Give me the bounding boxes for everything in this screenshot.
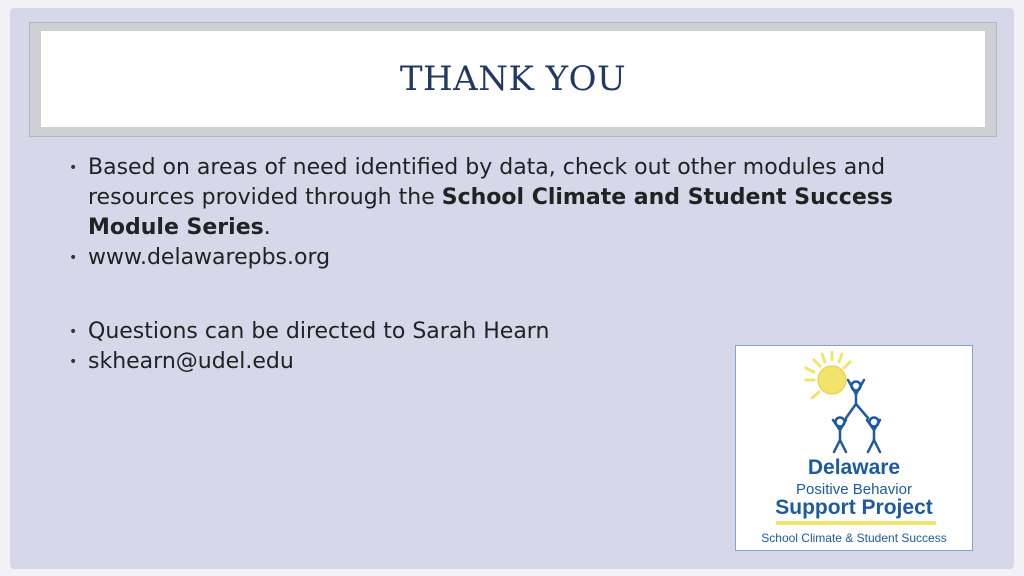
bullet-item bbox=[66, 153, 956, 243]
bullet-dot: • bbox=[69, 250, 78, 266]
slide-title: THANK YOU bbox=[399, 59, 627, 99]
title-box bbox=[41, 31, 985, 127]
logo-line-support-project: Support Project bbox=[775, 496, 933, 519]
bullet-period: . bbox=[263, 215, 271, 240]
spacer bbox=[66, 273, 956, 317]
logo-line-positive-behavior: Positive Behavior bbox=[796, 481, 912, 498]
dpbs-logo bbox=[735, 345, 973, 551]
email-link[interactable]: skhearn@udel.edu bbox=[88, 349, 294, 374]
bullet-text: Questions can be directed to Sarah Hearn bbox=[88, 319, 550, 344]
logo-underline bbox=[776, 521, 936, 525]
logo-tagline: School Climate & Student Success bbox=[761, 531, 947, 545]
bullet-dot: • bbox=[69, 160, 78, 176]
title-frame bbox=[29, 22, 997, 137]
bullet-dot: • bbox=[69, 354, 78, 370]
bullet-dot: • bbox=[69, 324, 78, 340]
bullet-text: Based on areas of need identified by data, check out other modules and resources provided through the bbox=[88, 155, 886, 210]
bullet-item bbox=[66, 243, 956, 273]
slide bbox=[10, 8, 1014, 569]
module-series-name: School Climate and Student Success Module Series bbox=[88, 185, 893, 240]
sun-icon bbox=[806, 352, 850, 398]
bullet-list bbox=[66, 153, 956, 377]
bullet-item bbox=[66, 317, 956, 347]
logo-line-delaware: Delaware bbox=[807, 456, 901, 479]
sun-and-figures-icon bbox=[736, 346, 972, 456]
website-link[interactable]: www.delawarepbs.org bbox=[88, 245, 331, 270]
